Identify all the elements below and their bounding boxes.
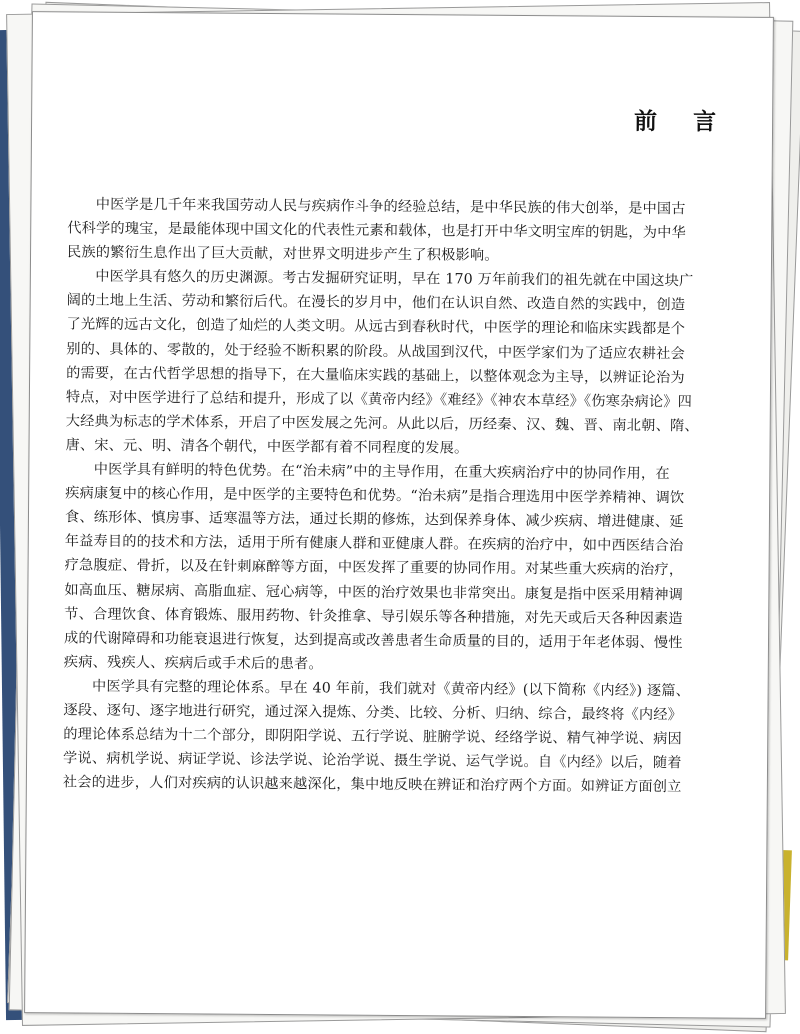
text-line: 的需要，在古代哲学思想的指导下，在大量临床实践的基础上，以整体观念为主导，以辨证论治为 [66,365,685,386]
text-line: 疗急腹症、骨折，以及在针刺麻醉等方面，中医发挥了重要的协同作用。对某些重大疾病的治疗， [64,557,684,579]
text-line: 特点，对中医学进行了总结和提升，形成了以《黄帝内经》《难经》《神农本草经》《伤寒杂病论》四 [65,389,693,411]
text-line: 代科学的瑰宝，是最能体现中国文化的代表性元素和载体，也是打开中华文明宝库的钥匙，为中华 [67,220,686,242]
text-line: 中医学是几千年来我国劳动人民与疾病作斗争的经验总结，是中华民族的伟大创举，是中国古 [95,196,686,218]
preface-page [24,11,774,1019]
text-line: 节、合理饮食、体育锻炼、服用药物、针灸推拿、导引娱乐等各种措施，对先天或后天各种因素造 [64,605,683,627]
text-line: 年益寿目的的技术和方法，适用于所有健康人群和亚健康人群。在疾病的治疗中，如中西医结合治 [64,533,684,555]
text-line: 如高血压、糖尿病、高脂血症、冠心病等，中医的治疗效果也非常突出。康复是指中医采用精神调 [64,581,684,603]
text-line: 中医学具有完整的理论体系。早在 40 年前，我们就对《黄帝内经》(以下简称《内经》) 逐篇、 [91,678,691,700]
text-line: 疾病、残疾人、疾病后或手术后的患者。 [63,654,323,673]
paragraph [63,674,714,800]
text-line: 学说、病机学说、病证学说、诊法学说、论治学说、摄生学说、运气学说。自《内经》以后，随着 [63,750,682,772]
text-line: 的理论体系总结为十二个部分，即阴阳学说、五行学说、脏腑学说、经络学说、精气神学说、病因 [63,726,682,748]
text-line: 别的、具体的、零散的，处于经验不断积累的阶段。从战国到汉代，中医学家们为了适应农耕社会 [66,340,686,362]
text-line: 了光辉的远古文化，创造了灿烂的人类文明。从远古到春秋时代，中医学的理论和临床实践都是个 [66,316,686,338]
preface-body [63,192,718,799]
text-line: 阔的土地上生活、劳动和繁衍后代。在漫长的岁月中，他们在认识自然、改造自然的实践中，创造 [66,292,686,314]
paragraph [64,457,716,679]
text-line: 疾病康复中的核心作用，是中医学的主要特色和优势。“治未病”是指合理选用中医学养精神、调饮 [65,485,685,507]
text-line: 唐、宋、元、明、清各个朝代，中医学都有着不同程度的发展。 [65,437,469,457]
text-line: 大经典为标志的学术体系，开启了中医发展之先河。从此以后，历经秦、汉、魏、晋、南北朝、隋、 [65,413,699,435]
text-line: 中医学具有悠久的历史渊源。考古发掘研究证明，早在 170 万年前我们的祖先就在中国这块广 [95,268,694,290]
text-line: 成的代谢障碍和功能衰退进行恢复，达到提高或改善患者生命质量的目的，适用于年老体弱、慢性 [63,630,683,651]
text-line: 食、练形体、慎房事、适寒温等方法，通过长期的修炼，达到保养身体、减少疾病、增进健康、延 [64,509,684,531]
paragraph [65,265,716,463]
page-title: 前 言 [633,108,731,136]
text-line: 民族的繁衍生息作出了巨大贡献，对世界文明进步产生了积极影响。 [66,244,499,264]
paragraph [67,192,718,269]
text-line: 中医学具有鲜明的特色优势。在“治未病”中的主导作用，在重大疾病治疗中的协同作用，在 [93,461,670,483]
text-line: 逐段、逐句、逐字地进行研究，通过深入提炼、分类、比较、分析、归纳、综合，最终将《内经》 [63,702,683,724]
text-line: 社会的进步，人们对疾病的认识越来越深化，集中地反映在辨证和治疗两个方面。如辨证方面创立 [62,774,682,796]
